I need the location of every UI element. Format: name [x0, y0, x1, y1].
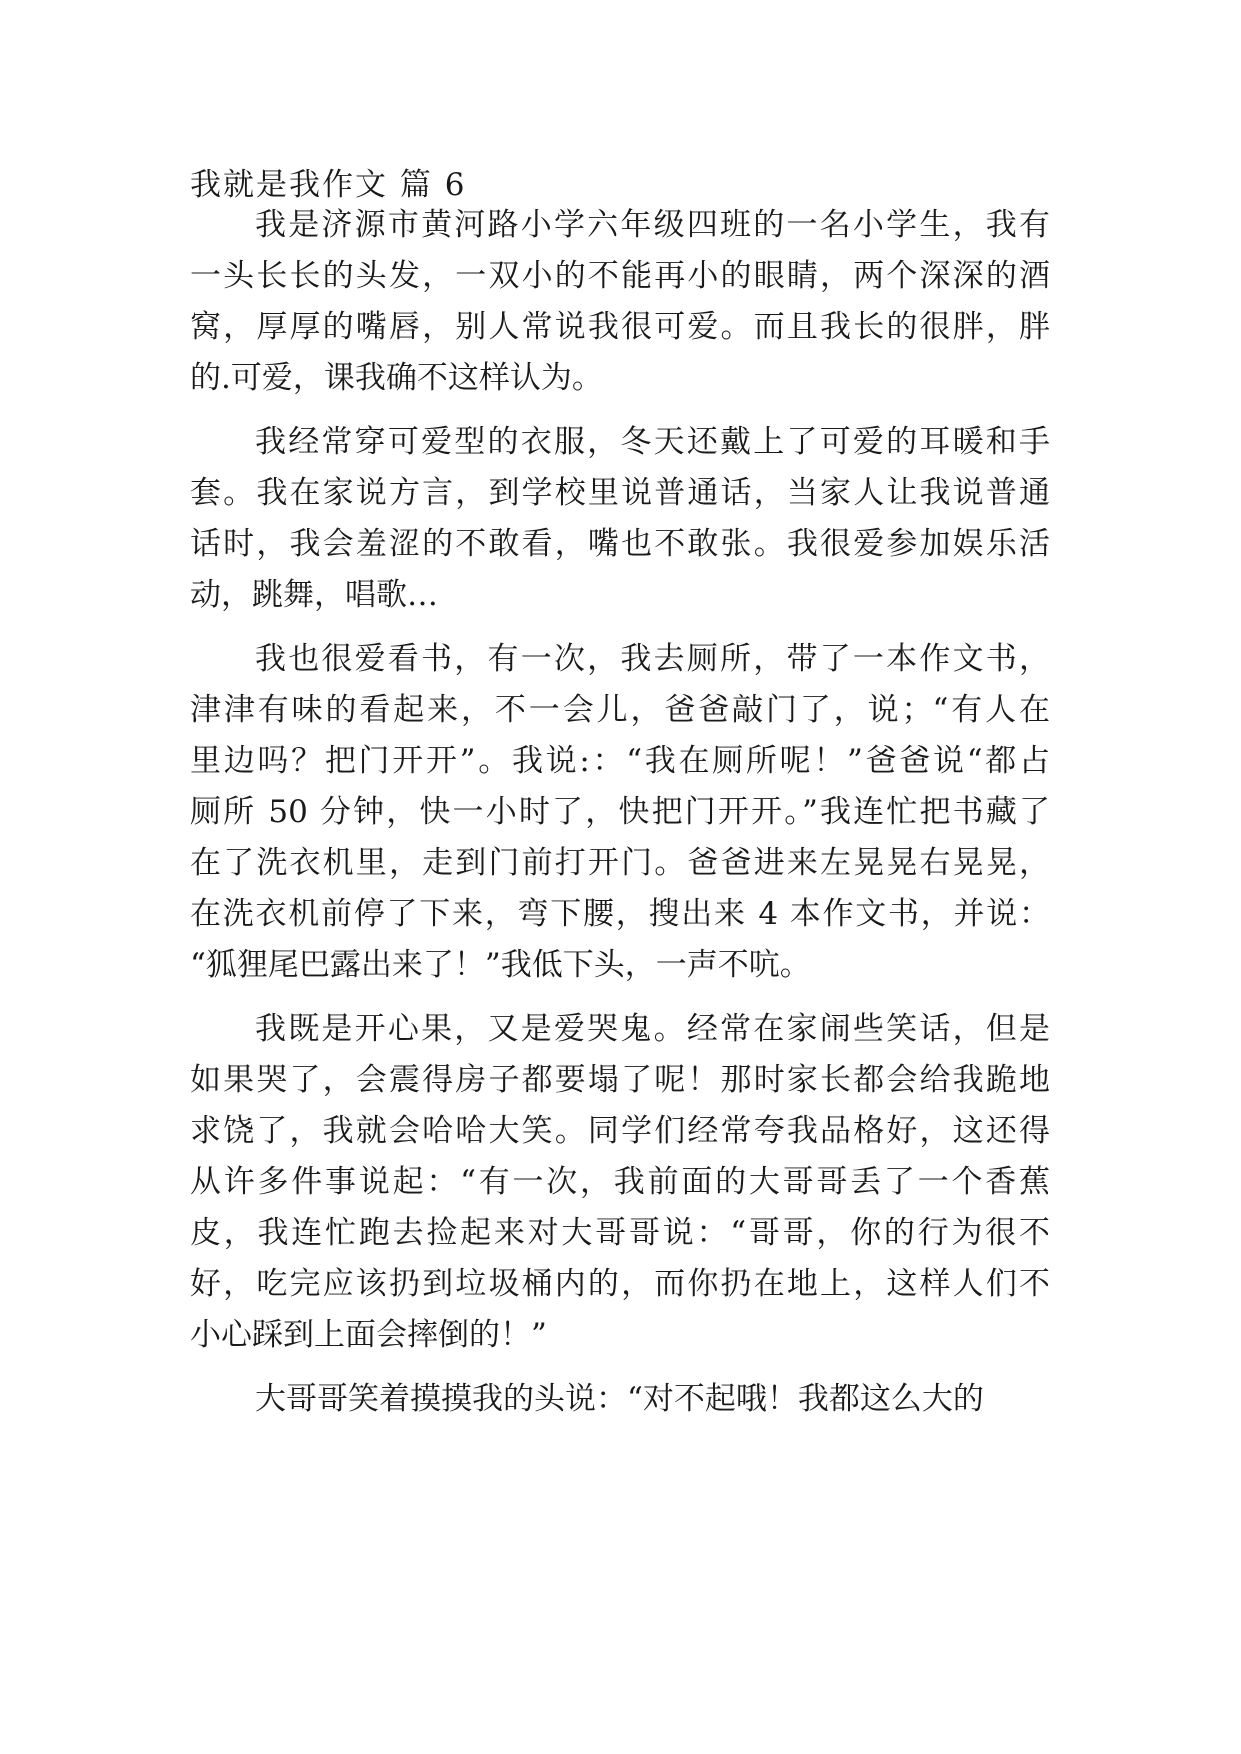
paragraph-4-line-7: 小心踩到上面会摔倒的！”	[190, 1317, 547, 1353]
paragraph-4-line-3: 求饶了，我就会哈哈大笑。同学们经常夸我品格好，这还得	[190, 1113, 1050, 1149]
paragraph-4-line-6: 好，吃完应该扔到垃圾桶内的，而你扔在地上，这样人们不	[190, 1266, 1050, 1302]
paragraph-1-line-2: 一头长长的头发，一双小的不能再小的眼睛，两个深深的酒	[190, 258, 1050, 294]
paragraph-1-line-4: 的.可爱，课我确不这样认为。	[190, 360, 603, 396]
paragraph-3-line-6: 在洗衣机前停了下来，弯下腰，搜出来 4 本作文书，并说：	[190, 896, 1050, 932]
paragraph-3-line-7: “狐狸尾巴露出来了！”我低下头，一声不吭。	[190, 947, 811, 983]
paragraph-2-line-4: 动，跳舞，唱歌…	[190, 577, 438, 613]
paragraph-4-line-2: 如果哭了，会震得房子都要塌了呢！那时家长都会给我跪地	[190, 1062, 1050, 1098]
paragraph-2-line-2: 套。我在家说方言，到学校里说普通话，当家人让我说普通	[190, 475, 1050, 511]
paragraph-3-line-2: 津津有味的看起来，不一会儿，爸爸敲门了，说；“有人在	[190, 692, 1050, 728]
paragraph-4-line-4: 从许多件事说起：“有一次，我前面的大哥哥丢了一个香蕉	[190, 1164, 1050, 1200]
paragraph-2-line-1: 我经常穿可爱型的衣服，冬天还戴上了可爱的耳暖和手	[255, 424, 1050, 460]
paragraph-4-line-5: 皮，我连忙跑去捡起来对大哥哥说：“哥哥，你的行为很不	[190, 1215, 1050, 1251]
paragraph-1-line-3: 窝，厚厚的嘴唇，别人常说我很可爱。而且我长的很胖，胖	[190, 309, 1050, 345]
paragraph-4-line-1: 我既是开心果，又是爱哭鬼。经常在家闹些笑话，但是	[255, 1011, 1050, 1047]
paragraph-3-line-5: 在了洗衣机里，走到门前打开门。爸爸进来左晃晃右晃晃，	[190, 845, 1050, 881]
paragraph-3-line-3: 里边吗？把门开开”。我说:：“我在厕所呢！”爸爸说“都占	[190, 743, 1050, 779]
paragraph-3-line-4: 厕所 50 分钟，快一小时了，快把门开开。”我连忙把书藏了	[190, 794, 1050, 830]
paragraph-5-line-1: 大哥哥笑着摸摸我的头说：“对不起哦！我都这么大的	[255, 1381, 984, 1417]
document-title: 我就是我作文 篇 6	[190, 167, 467, 203]
paragraph-1-line-1: 我是济源市黄河路小学六年级四班的一名小学生，我有	[255, 207, 1050, 243]
paragraph-3-line-1: 我也很爱看书，有一次，我去厕所，带了一本作文书，	[255, 641, 1050, 677]
paragraph-2-line-3: 话时，我会羞涩的不敢看，嘴也不敢张。我很爱参加娱乐活	[190, 526, 1050, 562]
